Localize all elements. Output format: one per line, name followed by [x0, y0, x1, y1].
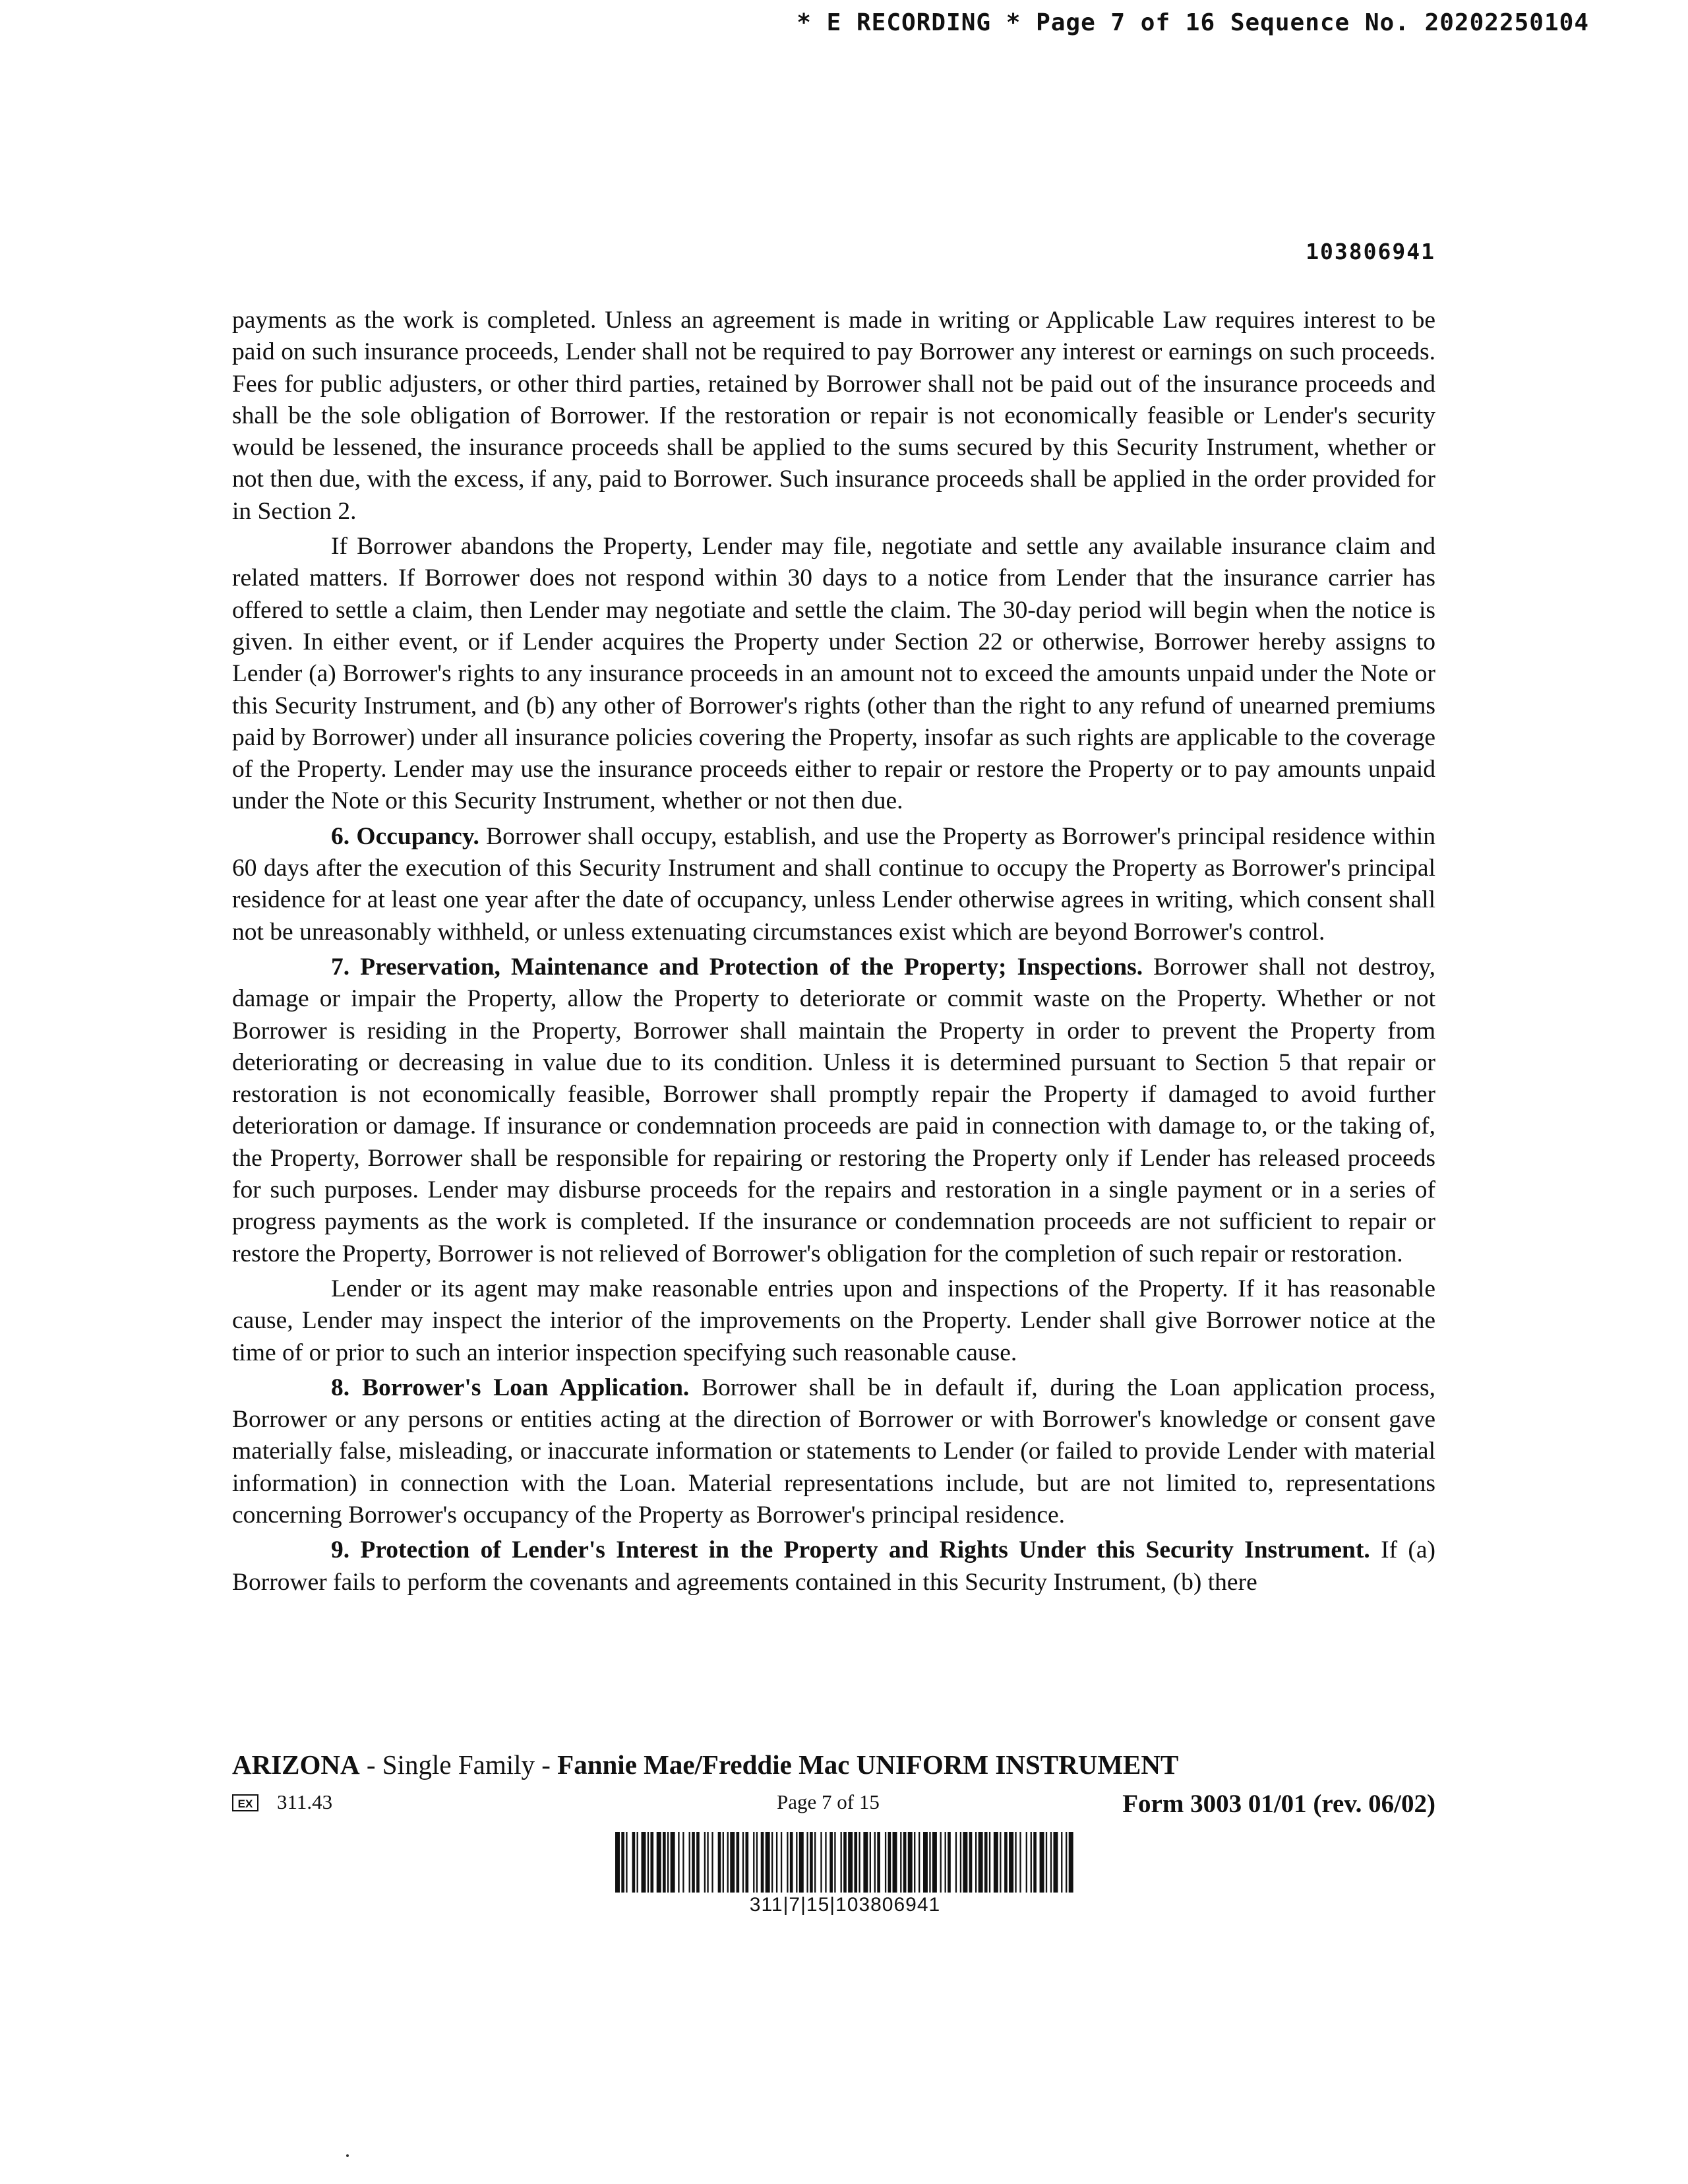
section-title: 6. Occupancy. — [331, 822, 479, 850]
barcode-bar — [682, 1832, 684, 1893]
barcode-bar — [776, 1832, 777, 1893]
paragraph-abandonment — [232, 531, 1435, 818]
section-title: 9. Protection of Lender's Interest in the Property and Rights Under this Security Instrument. — [331, 1536, 1370, 1564]
barcode-bar — [637, 1832, 638, 1893]
barcode-bar — [877, 1832, 880, 1893]
document-body — [232, 305, 1435, 1602]
barcode-bar — [648, 1832, 649, 1893]
barcode-bar — [1019, 1832, 1021, 1893]
page-number: Page 7 of 15 — [777, 1790, 880, 1813]
paragraph-text: If Borrower abandons the Property, Lender may file, negotiate and settle any available insurance claim and related matters. If Borrower does not respond within 30 days to a notice from Lender that the insurance carrier has offered to settle a claim, then Lender may negotiate and settle the claim. The 30-day period will begin when the notice is given. In either event, or if Lender acquires the Property under Section 22 or otherwise, Borrower hereby assigns to Lender (a) Borrower's rights to any insurance proceeds in an amount not to exceed the amounts unpaid under the Note or this Security Instrument, and (b) any other of Borrower's rights (other than the right to any refund of unearned premiums paid by Borrower) under all insurance policies covering the Property, insofar as such rights are applicable to the coverage of the Property. Lender may use the insurance proceeds either to repair or restore the Property or to pay amounts unpaid under the Note or this Security Instrument, whether or not then due. — [232, 533, 1435, 815]
barcode-bar — [989, 1832, 990, 1893]
barcode-bar — [955, 1832, 957, 1893]
barcode-bar — [678, 1832, 679, 1893]
barcode-bar — [859, 1832, 860, 1893]
barcode-bar — [848, 1832, 853, 1893]
barcode-bar — [820, 1832, 822, 1893]
barcode-bar — [796, 1832, 797, 1893]
barcode-bar — [948, 1832, 951, 1893]
barcode-bar — [919, 1832, 920, 1893]
barcode-bar — [893, 1832, 897, 1893]
barcode-bar — [771, 1832, 773, 1893]
barcode-bar — [1004, 1832, 1008, 1893]
barcode-text: 311|7|15|103806941 — [749, 1894, 941, 1916]
barcode-bar — [874, 1832, 876, 1893]
section-title: 8. Borrower's Loan Application. — [331, 1374, 690, 1401]
barcode-bar — [994, 1832, 998, 1893]
barcode-bar — [810, 1832, 813, 1893]
barcode-bar — [650, 1832, 653, 1893]
barcode-bar — [979, 1832, 983, 1893]
barcode-bar — [657, 1832, 661, 1893]
barcode-bar — [825, 1832, 826, 1893]
section-preservation — [232, 952, 1435, 1270]
barcode-bar — [730, 1832, 735, 1893]
loan-number: 103806941 — [1306, 239, 1435, 264]
footer-brand: Fannie Mae/Freddie Mac UNIFORM INSTRUMENT — [557, 1749, 1179, 1780]
barcode-bar — [841, 1832, 842, 1893]
barcode-bar — [707, 1832, 708, 1893]
barcode-bar — [1061, 1832, 1062, 1893]
barcode-bar — [727, 1832, 729, 1893]
form-code: 311.43 — [277, 1790, 333, 1813]
recording-header: * E RECORDING * Page 7 of 16 Sequence No. 20202250104 — [797, 9, 1589, 36]
barcode-bar — [704, 1832, 706, 1893]
barcode-icon — [615, 1832, 1075, 1893]
section-loan-application — [232, 1372, 1435, 1531]
barcode-bar — [843, 1832, 847, 1893]
barcode-bar — [663, 1832, 666, 1893]
barcode-bar — [870, 1832, 871, 1893]
barcode-bar — [929, 1832, 930, 1893]
paragraph-text: Lender or its agent may make reasonable entries upon and inspections of the Property. If it has reasonable cause, Lender may inspect the interior of the improvements on the Property. Lender shall give Borrower notice at the time of or prior to such an interior inspection specifying such reasonable cause. — [232, 1275, 1435, 1366]
barcode-bar — [914, 1832, 915, 1893]
paragraph-text: If (a) Borrower fails to perform the covenants and agreements contained in this Security Instrument, (b) there — [232, 1536, 1435, 1596]
barcode-bar — [1046, 1832, 1047, 1893]
barcode-bar — [1053, 1832, 1058, 1893]
barcode-bar — [1015, 1832, 1016, 1893]
barcode-bar — [903, 1832, 907, 1893]
barcode-bar — [1000, 1832, 1001, 1893]
barcode-bar — [761, 1832, 764, 1893]
barcode-bar — [1026, 1832, 1027, 1893]
barcode-bar — [692, 1832, 695, 1893]
barcode-bar — [781, 1832, 782, 1893]
barcode-bar — [642, 1832, 646, 1893]
barcode-bar — [940, 1832, 942, 1893]
footer-separator: - Single Family - — [359, 1749, 558, 1780]
barcode-bar — [737, 1832, 740, 1893]
barcode-bar — [932, 1832, 937, 1893]
ex-logo-icon: EX — [232, 1794, 258, 1811]
paragraph-insurance-proceeds — [232, 305, 1435, 528]
barcode-bar — [756, 1832, 758, 1893]
barcode-bar — [963, 1832, 967, 1893]
barcode-bar — [671, 1832, 675, 1893]
barcode-bar — [667, 1832, 669, 1893]
barcode-bar — [1031, 1832, 1032, 1893]
paragraph-inspections — [232, 1273, 1435, 1369]
barcode-bar — [834, 1832, 835, 1893]
barcode-bar — [718, 1832, 721, 1893]
barcode-bar — [885, 1832, 886, 1893]
barcode-bar — [975, 1832, 977, 1893]
barcode-bar — [723, 1832, 724, 1893]
barcode-bar — [787, 1832, 788, 1893]
paragraph-text: Borrower shall be in default if, during the Loan application process, Borrower or any persons or entities acting at the direction of Borrower or with Borrower's knowledge or consent gave materially false, misleading, or inaccurate information or statements to Lender (or failed to provide Lender with material information) in connection with the Loan. Material representations include, but are not limited to, representations concerning Borrower's occupancy of the Property as Borrower's principal residence. — [232, 1374, 1435, 1529]
barcode-bar — [984, 1832, 988, 1893]
form-number: Form 3003 01/01 (rev. 06/02) — [1122, 1790, 1435, 1818]
barcode-bar — [1069, 1832, 1073, 1893]
barcode-bar — [1009, 1832, 1013, 1893]
barcode-bar — [799, 1832, 804, 1893]
section-occupancy — [232, 821, 1435, 948]
barcode-bar — [829, 1832, 833, 1893]
footer-state: ARIZONA — [232, 1749, 360, 1780]
barcode-bar — [742, 1832, 744, 1893]
barcode-bar — [1066, 1832, 1067, 1893]
barcode-bar — [1050, 1832, 1052, 1893]
barcode-bar — [745, 1832, 748, 1893]
barcode-bar — [814, 1832, 816, 1893]
barcode-bar — [923, 1832, 928, 1893]
barcode-bar — [900, 1832, 901, 1893]
barcode-bar — [689, 1832, 690, 1893]
paragraph-text: Borrower shall not destroy, damage or impair the Property, allow the Property to deteriorate or commit waste on the Property. Whether or not Borrower is residing in the Property, Borrower shall maintain the Property in order to prevent the Property from deteriorating or decreasing in value due to its condition. Unless it is determined pursuant to Section 5 that repair or restoration is not economically feasible, Borrower shall promptly repair the Property if damaged to avoid further deterioration or damage. If insurance or condemnation proceeds are paid in connection with damage to, or the taking of, the Property, Borrower shall be responsible for repairing or restoring the Property only if Lender has released proceeds for such purposes. Lender may disburse proceeds for the repairs and restoration in a single payment or in a series of progress payments as the work is completed. If the insurance or condemnation proceeds are not sufficient to repair or restore the Property, Borrower is not relieved of Borrower's obligation for the completion of such repair or restoration. — [232, 953, 1435, 1267]
barcode-bar — [863, 1832, 868, 1893]
barcode-bar — [696, 1832, 700, 1893]
barcode-bar — [1033, 1832, 1037, 1893]
section-protection-of-interest — [232, 1534, 1435, 1598]
footer-row — [232, 1789, 1435, 1822]
barcode-bar — [908, 1832, 913, 1893]
section-title: 7. Preservation, Maintenance and Protection of the Property; Inspections. — [331, 953, 1143, 981]
barcode-bar — [615, 1832, 620, 1893]
barcode-bar — [753, 1832, 754, 1893]
barcode-bar — [632, 1832, 636, 1893]
paragraph-text: payments as the work is completed. Unless an agreement is made in writing or Applicable Law requires interest to be paid on such insurance proceeds, Lender shall not be required to pay Borrower any interest or earnings on such proceeds. Fees for public adjusters, or other third parties, retained by Borrower shall not be paid out of the insurance proceeds and shall be the sole obligation of Borrower. If the restoration or repair is not economically feasible or Lender's security would be lessened, the insurance proceeds shall be applied to the sums secured by this Security Instrument, whether or not then due, with the excess, if any, paid to Borrower. Such insurance proceeds shall be applied in the order provided for in Section 2. — [232, 307, 1435, 525]
scan-speck — [346, 2154, 349, 2157]
barcode-bar — [621, 1832, 624, 1893]
barcode-bar — [854, 1832, 857, 1893]
barcode-bar — [626, 1832, 627, 1893]
barcode-bar — [790, 1832, 793, 1893]
barcode-bar — [1040, 1832, 1044, 1893]
barcode-bar — [766, 1832, 770, 1893]
barcode-bar — [945, 1832, 946, 1893]
barcode-bar — [969, 1832, 973, 1893]
barcode-bar — [960, 1832, 961, 1893]
paragraph-text: Borrower shall occupy, establish, and use the Property as Borrower's principal residence within 60 days after the execution of this Security Instrument and shall continue to occupy the Property as Borrower's principal residence for at least one year after the date of occupancy, unless Lender otherwise agrees in writing, which consent shall not be unreasonably withheld, or unless extenuating circumstances exist which are beyond Borrower's control. — [232, 822, 1435, 946]
barcode-bar — [711, 1832, 713, 1893]
footer-title — [232, 1749, 1178, 1780]
barcode-bar — [888, 1832, 891, 1893]
barcode-bar — [806, 1832, 808, 1893]
